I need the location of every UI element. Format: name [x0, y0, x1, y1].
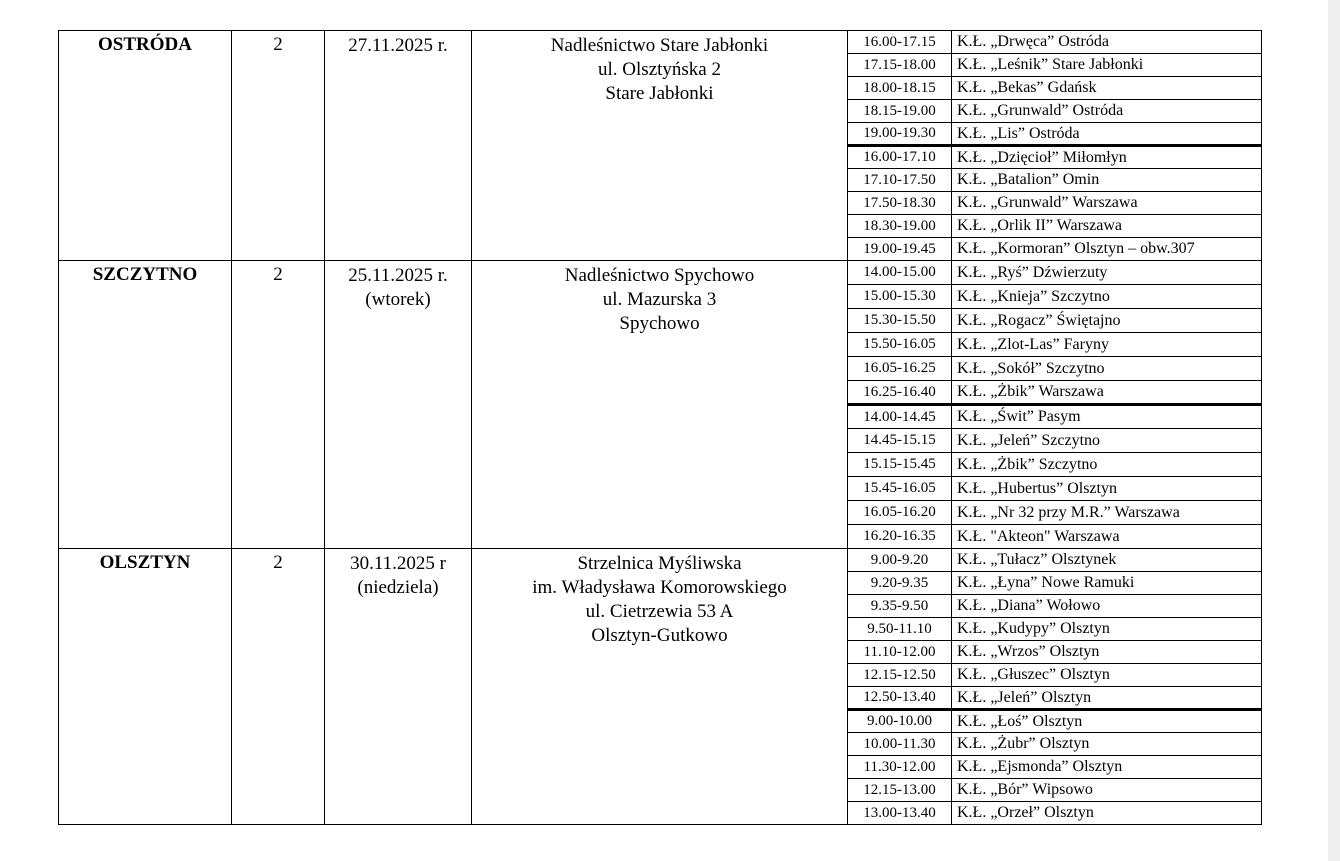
club-name: K.Ł. „Nr 32 przy M.R.” Warszawa: [952, 501, 1262, 525]
town-name: SZCZYTNO: [59, 261, 232, 549]
club-name: K.Ł. „Knieja” Szczytno: [952, 285, 1262, 309]
club-name: K.Ł. „Orlik II” Warszawa: [952, 215, 1262, 238]
time-slot: 17.50-18.30: [848, 192, 952, 215]
venue-address: [472, 31, 848, 261]
time-slot: 16.20-16.35: [848, 525, 952, 549]
date-line: 27.11.2025 r.: [348, 35, 448, 56]
venue-line: im. Władysława Komorowskiego: [532, 577, 787, 598]
time-slot: 16.00-17.15: [848, 31, 952, 54]
club-name: K.Ł. „Żbik” Warszawa: [952, 381, 1262, 405]
time-slot: 12.15-13.00: [848, 779, 952, 802]
time-slot: 19.00-19.45: [848, 238, 952, 261]
club-name: K.Ł. „Żubr” Olsztyn: [952, 733, 1262, 756]
venue-line: Nadleśnictwo Stare Jabłonki: [550, 35, 769, 56]
time-slot: 9.35-9.50: [848, 595, 952, 618]
club-name: K.Ł. „Grunwald” Warszawa: [952, 192, 1262, 215]
club-name: K.Ł. „Zlot-Las” Faryny: [952, 333, 1262, 357]
venue-line: Strzelnica Myśliwska: [577, 553, 742, 574]
time-slot: 9.20-9.35: [848, 572, 952, 595]
club-name: K.Ł. „Hubertus” Olsztyn: [952, 477, 1262, 501]
club-name: K.Ł. „Jeleń” Olsztyn: [952, 687, 1262, 710]
date-line: (wtorek): [365, 289, 431, 310]
time-slot: 12.15-12.50: [848, 664, 952, 687]
time-slot: 15.00-15.30: [848, 285, 952, 309]
club-name: K.Ł. „Rogacz” Świętajno: [952, 309, 1262, 333]
time-slot: 15.50-16.05: [848, 333, 952, 357]
scrollbar-track[interactable]: [1328, 0, 1340, 861]
time-slot: 14.00-14.45: [848, 405, 952, 429]
time-slot: 9.00-10.00: [848, 710, 952, 733]
time-slot: 9.50-11.10: [848, 618, 952, 641]
time-slot: 16.00-17.10: [848, 146, 952, 169]
time-slot: 19.00-19.30: [848, 123, 952, 146]
schedule-row: [59, 549, 1262, 572]
club-name: K.Ł. „Świt” Pasym: [952, 405, 1262, 429]
venue-line: Olsztyn-Gutkowo: [591, 625, 728, 646]
club-name: K.Ł. „Łoś” Olsztyn: [952, 710, 1262, 733]
club-name: K.Ł. „Drwęca” Ostróda: [952, 31, 1262, 54]
club-name: K.Ł. „Żbik” Szczytno: [952, 453, 1262, 477]
venue-line: Nadleśnictwo Spychowo: [564, 265, 755, 286]
club-name: K.Ł. „Batalion” Omin: [952, 169, 1262, 192]
venue-line: Spychowo: [619, 313, 700, 334]
club-name: K.Ł. „Dzięcioł” Miłomłyn: [952, 146, 1262, 169]
club-name: K.Ł. „Leśnik” Stare Jabłonki: [952, 54, 1262, 77]
time-slot: 11.30-12.00: [848, 756, 952, 779]
event-date: [325, 261, 472, 549]
club-name: K.Ł. „Łyna” Nowe Ramuki: [952, 572, 1262, 595]
time-slot: 14.00-15.00: [848, 261, 952, 285]
time-slot: 16.05-16.20: [848, 501, 952, 525]
venue-line: ul. Mazurska 3: [602, 289, 717, 310]
club-name: K.Ł. „Sokół” Szczytno: [952, 357, 1262, 381]
group-count: 2: [232, 31, 325, 261]
club-name: K.Ł. „Tułacz” Olsztynek: [952, 549, 1262, 572]
schedule-row: [59, 31, 1262, 54]
group-count: 2: [232, 261, 325, 549]
club-name: K.Ł. „Kudypy” Olsztyn: [952, 618, 1262, 641]
schedule-table: [58, 30, 1262, 825]
club-name: K.Ł. „Wrzos” Olsztyn: [952, 641, 1262, 664]
club-name: K.Ł. „Ejsmonda” Olsztyn: [952, 756, 1262, 779]
club-name: K.Ł. „Ryś” Dźwierzuty: [952, 261, 1262, 285]
time-slot: 18.30-19.00: [848, 215, 952, 238]
time-slot: 13.00-13.40: [848, 802, 952, 825]
venue-address: [472, 261, 848, 549]
time-slot: 9.00-9.20: [848, 549, 952, 572]
club-name: K.Ł. „Kormoran” Olsztyn – obw.307: [952, 238, 1262, 261]
time-slot: 14.45-15.15: [848, 429, 952, 453]
event-date: [325, 549, 472, 825]
club-name: K.Ł. „Grunwald” Ostróda: [952, 100, 1262, 123]
time-slot: 16.25-16.40: [848, 381, 952, 405]
time-slot: 17.10-17.50: [848, 169, 952, 192]
venue-address: [472, 549, 848, 825]
club-name: K.Ł. „Lis” Ostróda: [952, 123, 1262, 146]
town-name: OSTRÓDA: [59, 31, 232, 261]
time-slot: 16.05-16.25: [848, 357, 952, 381]
time-slot: 17.15-18.00: [848, 54, 952, 77]
time-slot: 12.50-13.40: [848, 687, 952, 710]
club-name: K.Ł. „Bór” Wipsowo: [952, 779, 1262, 802]
time-slot: 18.15-19.00: [848, 100, 952, 123]
time-slot: 15.30-15.50: [848, 309, 952, 333]
venue-line: ul. Olsztyńska 2: [598, 59, 721, 80]
date-line: (niedziela): [357, 577, 439, 598]
club-name: K.Ł. „Diana” Wołowo: [952, 595, 1262, 618]
venue-line: ul. Cietrzewia 53 A: [585, 601, 734, 622]
club-name: K.Ł. „Głuszec” Olsztyn: [952, 664, 1262, 687]
time-slot: 11.10-12.00: [848, 641, 952, 664]
event-date: [325, 31, 472, 261]
time-slot: 18.00-18.15: [848, 77, 952, 100]
time-slot: 15.15-15.45: [848, 453, 952, 477]
group-count: 2: [232, 549, 325, 825]
time-slot: 10.00-11.30: [848, 733, 952, 756]
club-name: K.Ł. „Jeleń” Szczytno: [952, 429, 1262, 453]
club-name: K.Ł. "Akteon" Warszawa: [952, 525, 1262, 549]
club-name: K.Ł. „Orzeł” Olsztyn: [952, 802, 1262, 825]
venue-line: Stare Jabłonki: [605, 83, 714, 104]
date-line: 30.11.2025 r: [350, 553, 446, 574]
club-name: K.Ł. „Bekas” Gdańsk: [952, 77, 1262, 100]
schedule-row: [59, 261, 1262, 285]
town-name: OLSZTYN: [59, 549, 232, 825]
date-line: 25.11.2025 r.: [348, 265, 448, 286]
time-slot: 15.45-16.05: [848, 477, 952, 501]
